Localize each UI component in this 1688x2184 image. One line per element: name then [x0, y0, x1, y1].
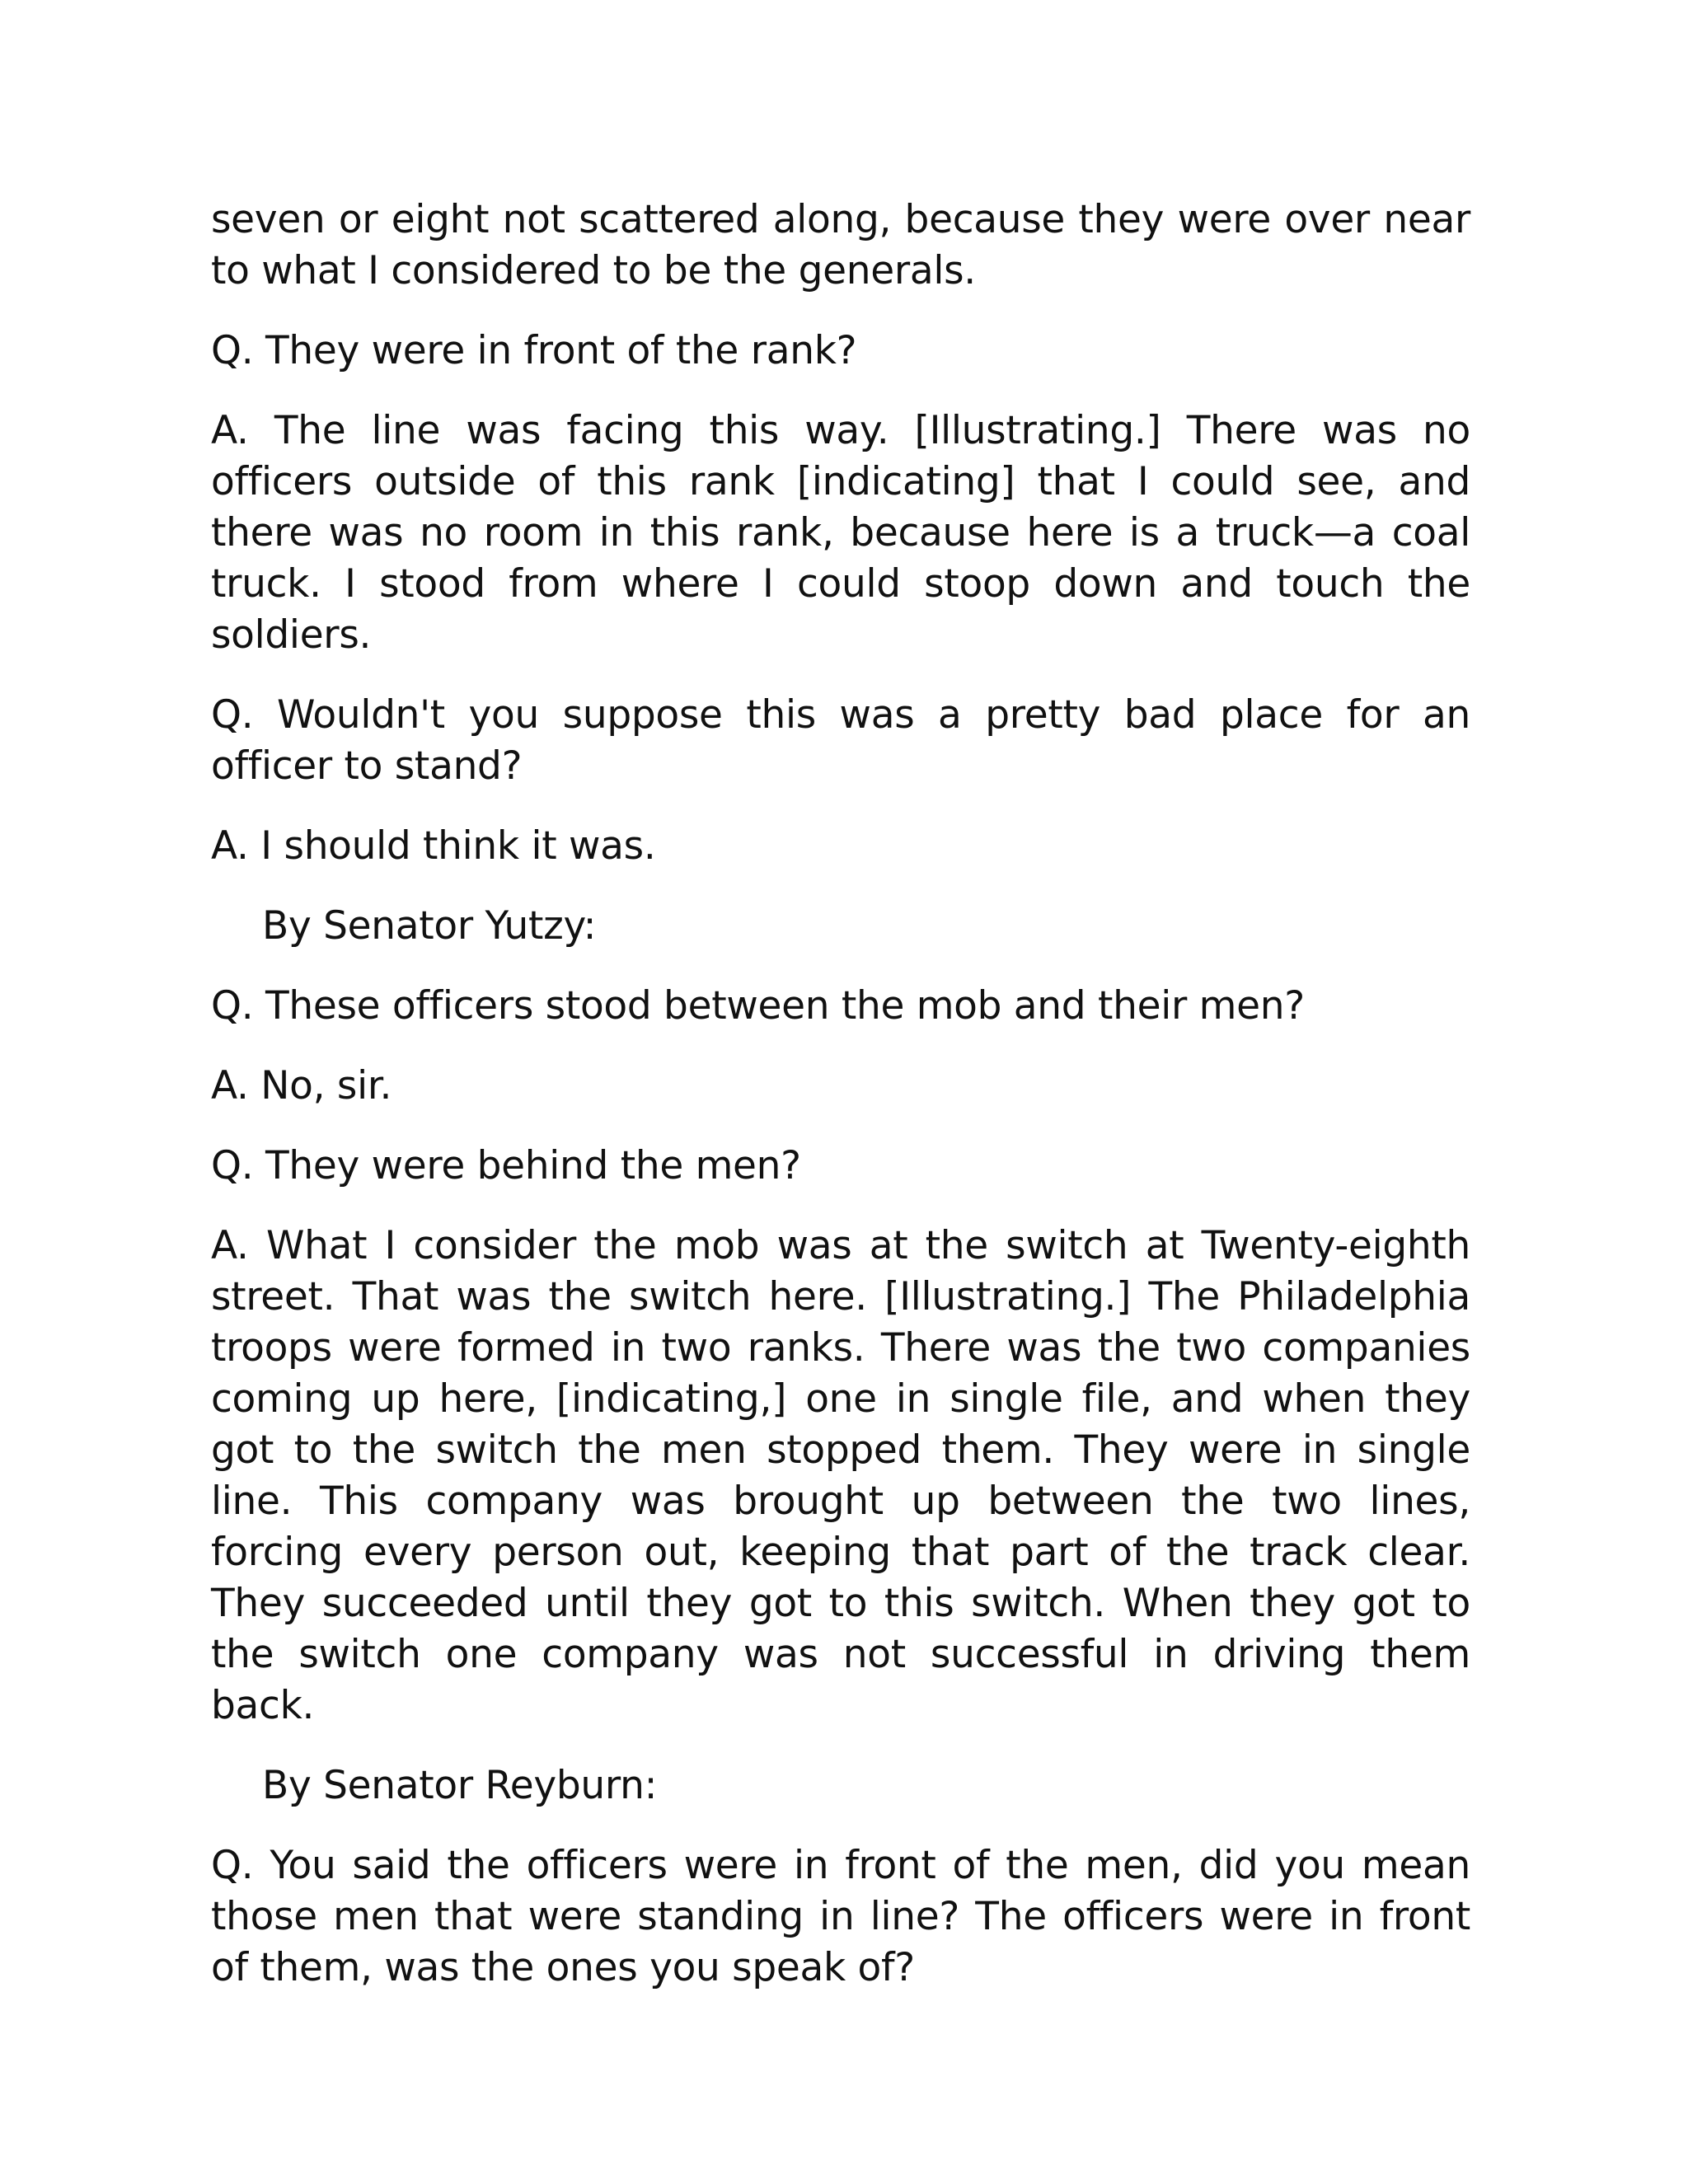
answer-paragraph: A. The line was facing this way. [Illustrating.] There was no officers outside of this rank [indicating] that I could see, and there was no room in this rank, because here is a truck—a coal truck. I stood from where I could stoop down and touch the soldiers.: [211, 408, 1470, 658]
answer-paragraph: A. What I consider the mob was at the switch at Twenty-eighth street. That was the switch here. [Illustrating.] The Philadelphia troops were formed in two ranks. There was the two companies coming up here, [indicating,] one in single file, and when they got to the switch the men stopped them. They were in single line. This company was brought up between the two lines, forcing every person out, keeping that part of the track clear. They succeeded until they got to this switch. When they got to the switch one company was not successful in driving them back.: [211, 1223, 1470, 1728]
speaker-heading: By Senator Yutzy:: [262, 903, 597, 949]
continuation-paragraph: seven or eight not scattered along, because they were over near to what I considered to be the generals.: [211, 197, 1470, 293]
question-paragraph: Q. You said the officers were in front of the men, did you mean those men that were standing in line? The officers were in front of them, was the ones you speak of?: [211, 1843, 1470, 1990]
answer-paragraph: A. No, sir.: [211, 1063, 392, 1108]
question-paragraph: Q. They were behind the men?: [211, 1143, 801, 1188]
question-paragraph: Q. These officers stood between the mob and their men?: [211, 983, 1305, 1029]
speaker-heading: By Senator Reyburn:: [262, 1763, 658, 1808]
answer-paragraph: A. I should think it was.: [211, 823, 656, 869]
question-paragraph: Q. Wouldn't you suppose this was a pretty bad place for an officer to stand?: [211, 692, 1470, 789]
question-paragraph: Q. They were in front of the rank?: [211, 328, 857, 373]
document-page: [211, 194, 1470, 1994]
